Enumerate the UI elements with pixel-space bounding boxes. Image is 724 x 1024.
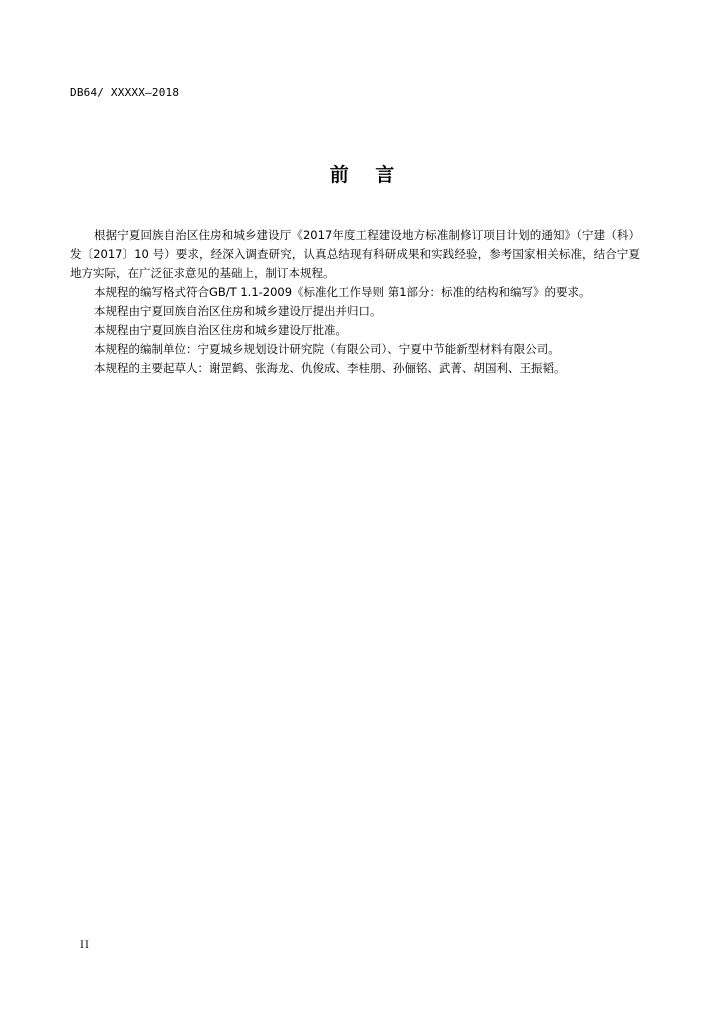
paragraph-approved-by: 本规程由宁夏回族自治区住房和城乡建设厅批准。 — [94, 323, 347, 337]
paragraph-format: 本规程的编写格式符合GB/T 1.1-2009《标准化工作导则 第1部分：标准的结构和编写》的要求。 — [94, 285, 591, 299]
standard-code: DB64/ XXXXX—2018 — [70, 86, 180, 99]
foreword-body — [70, 226, 640, 378]
paragraph-drafters: 本规程的主要起草人：谢罡鹤、张海龙、仇俊成、李桂朋、孙俪铭、武菁、胡国利、王振韬。 — [94, 361, 566, 375]
page-title: 前 言 — [329, 164, 395, 186]
paragraph-background: 根据宁夏回族自治区住房和城乡建设厅《2017年度工程建设地方标准制修订项目计划的通知》（宁建（科）发〔2017〕10 号）要求，经深入调查研究，认真总结现有科研成果和实践经验，参考国家相关标准，结合宁夏地方实际，在广泛征求意见的基础上，制订本规程。 — [70, 228, 640, 280]
paragraph-proposed-by: 本规程由宁夏回族自治区住房和城乡建设厅提出并归口。 — [94, 304, 382, 318]
page-number: II — [80, 940, 90, 951]
paragraph-drafting-units: 本规程的编制单位：宁夏城乡规划设计研究院（有限公司）、宁夏中节能新型材料有限公司。 — [94, 342, 560, 356]
